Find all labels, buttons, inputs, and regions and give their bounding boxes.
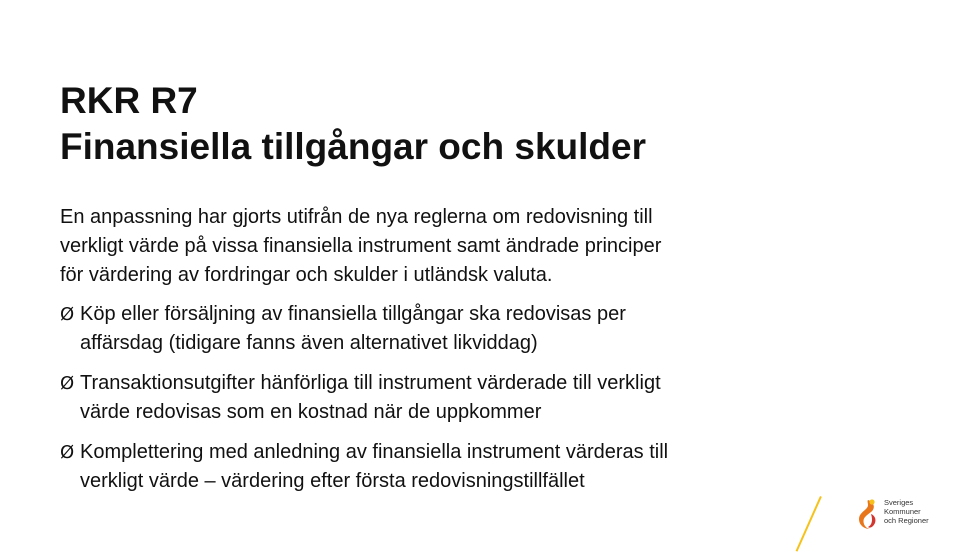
bullet-line: verkligt värde – värdering efter första redovisningstillfället xyxy=(80,470,585,492)
bullet-line: Köp eller försäljning av finansiella tillgångar ska redovisas per xyxy=(80,303,626,325)
slide-title xyxy=(60,78,920,170)
bullet-line: affärsdag (tidigare fanns även alternativet likviddag) xyxy=(80,332,538,354)
bullet-list xyxy=(60,300,840,496)
intro-line: verkligt värde på vissa finansiella instrument samt ändrade principer xyxy=(60,235,662,257)
logo-line: Sveriges xyxy=(884,498,914,507)
bullet-line: Komplettering med anledning av finansiella instrument värderas till xyxy=(80,441,669,463)
arrow-bullet-icon: Ø xyxy=(60,442,75,463)
title-line-1: RKR R7 xyxy=(60,80,198,121)
intro-paragraph xyxy=(60,203,820,290)
logo-line: och Regioner xyxy=(884,516,929,525)
logo-line: Kommuner xyxy=(884,507,921,516)
skr-logo-text xyxy=(884,498,929,525)
arrow-bullet-icon: Ø xyxy=(60,373,75,394)
bullet-item xyxy=(60,369,840,427)
bullet-line: värde redovisas som en kostnad när de uppkommer xyxy=(80,401,542,423)
arrow-bullet-icon: Ø xyxy=(60,304,75,325)
skr-logo-mark-icon xyxy=(856,498,880,530)
title-line-2: Finansiella tillgångar och skulder xyxy=(60,126,646,167)
skr-logo xyxy=(848,490,958,536)
bullet-item xyxy=(60,300,840,358)
intro-line: för värdering av fordringar och skulder i utländsk valuta. xyxy=(60,264,553,286)
bullet-line: Transaktionsutgifter hänförliga till instrument värderade till verkligt xyxy=(80,372,661,394)
intro-line: En anpassning har gjorts utifrån de nya reglerna om redovisning till xyxy=(60,206,653,228)
bullet-item xyxy=(60,438,840,496)
decorative-slash xyxy=(796,496,822,552)
